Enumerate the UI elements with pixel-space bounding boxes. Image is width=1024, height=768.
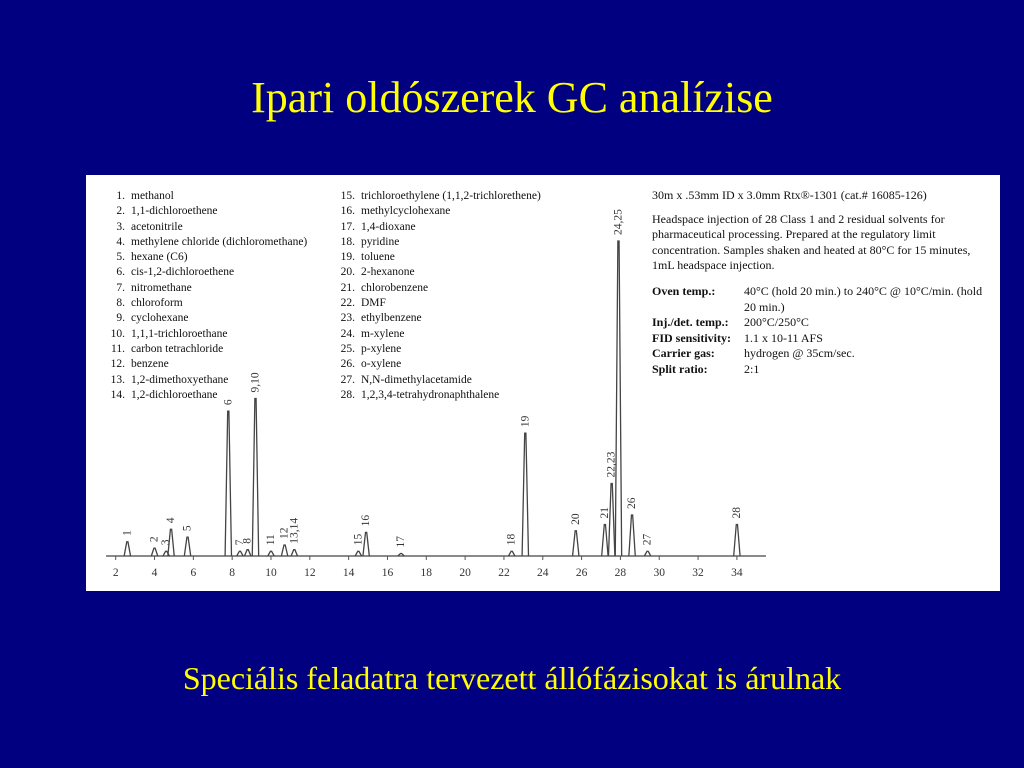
legend-number: 10. [110, 327, 125, 340]
legend-entry [104, 265, 307, 280]
slide-subtitle: Speciális feladatra tervezett állófázisokat is árulnak [182, 660, 842, 696]
tick-label: 4 [151, 567, 158, 579]
peak-label: 11 [265, 534, 277, 546]
legend-entry [334, 281, 541, 296]
parameter-row [652, 346, 992, 362]
legend-compound: 1,4-dioxane [361, 220, 416, 233]
peak-label: 22,23 [605, 451, 618, 478]
peak-label: 1 [121, 530, 134, 536]
legend-compound: methylcyclohexane [361, 205, 451, 218]
legend-compound: m-xylene [361, 327, 405, 340]
peak-8 [245, 550, 251, 556]
legend-compound: toluene [361, 251, 395, 264]
peak-label: 13,14 [288, 517, 301, 544]
legend-compound: 1,2,3,4-tetrahydronaphthalene [361, 388, 500, 401]
legend-number: 14. [110, 388, 125, 401]
legend-compound: nitromethane [131, 281, 192, 294]
legend-number: 17. [340, 220, 355, 233]
legend-entry [334, 189, 541, 204]
peak-label: 15 [352, 533, 365, 546]
peak-20 [573, 531, 579, 556]
tick-label: 32 [692, 567, 704, 579]
legend-compound: acetonitrile [131, 220, 183, 233]
peak-28 [734, 525, 740, 557]
legend-compound: methanol [131, 190, 174, 202]
legend-compound: 1,1,1-trichloroethane [131, 327, 228, 340]
legend-entry [104, 250, 307, 265]
parameter-value: hydrogen @ 35cm/sec. [744, 346, 855, 361]
parameter-row [652, 362, 992, 378]
peak-label: 3 [160, 539, 173, 546]
conditions-panel [652, 188, 992, 378]
peak-label: 19 [519, 415, 532, 428]
peak-26 [629, 515, 635, 556]
legend-number: 26. [340, 358, 355, 371]
tick-label: 6 [190, 567, 197, 579]
legend-number: 15. [340, 190, 355, 202]
legend-number: 11. [111, 342, 125, 355]
parameter-value: 200°C/250°C [744, 315, 809, 330]
parameter-list [652, 284, 992, 378]
legend-compound: 1,2-dichloroethane [131, 388, 218, 401]
legend-number: 27. [340, 373, 355, 386]
legend-number: 23. [340, 312, 355, 325]
legend-entry [334, 342, 541, 357]
tick-label: 16 [381, 567, 394, 579]
peak-21 [602, 525, 608, 557]
legend-compound: N,N-dimethylacetamide [361, 373, 472, 386]
peak-label: 7 [233, 539, 246, 546]
legend-entry [104, 327, 307, 342]
legend-compound: cyclohexane [131, 312, 189, 325]
tick-label: 8 [229, 567, 236, 579]
peak-15 [355, 551, 361, 556]
peak-18 [509, 551, 515, 556]
peak-7 [237, 551, 243, 556]
legend-compound: 1,2-dimethoxyethane [131, 373, 229, 386]
legend-compound: p-xylene [361, 342, 402, 355]
column-spec: 30m x .53mm ID x 3.0mm Rtx®-1301 (cat.# 16085-126) [652, 188, 927, 202]
parameter-row [652, 284, 992, 315]
parameter-label: Carrier gas: [652, 346, 715, 361]
legend-compound: benzene [131, 358, 169, 371]
legend-compound: ethylbenzene [361, 312, 422, 325]
peak-2 [151, 548, 157, 556]
peak-label: 9,10 [249, 372, 262, 393]
slide-title: Ipari oldószerek GC analízise [251, 73, 773, 122]
peak-13-14 [291, 550, 297, 556]
legend-entry [334, 311, 541, 326]
peak-9-10 [252, 399, 258, 557]
legend-compound: pyridine [361, 235, 400, 248]
legend-entry [334, 220, 541, 235]
legend-entry [104, 311, 307, 326]
parameter-label: FID sensitivity: [652, 330, 731, 345]
parameter-label: Oven temp.: [652, 283, 716, 298]
legend-number: 21. [340, 281, 355, 294]
peak-27 [644, 551, 650, 556]
tick-label: 14 [342, 567, 355, 579]
legend-number: 19. [340, 251, 355, 264]
legend-number: 2. [116, 205, 125, 218]
tick-label: 34 [731, 567, 743, 579]
tick-label: 22 [498, 567, 510, 579]
tick-label: 20 [459, 567, 471, 579]
legend-number: 3. [116, 220, 125, 233]
legend-compound: methylene chloride (dichloromethane) [131, 235, 308, 248]
tick-label: 18 [420, 567, 433, 579]
legend-number: 28. [340, 388, 355, 401]
legend-entry [104, 204, 307, 219]
peak-legend-column-2 [334, 189, 541, 403]
parameter-row [652, 315, 992, 331]
legend-compound: o-xylene [361, 358, 402, 371]
peak-label: 18 [505, 533, 518, 546]
legend-number: 20. [340, 266, 355, 279]
legend-entry [334, 357, 541, 372]
peak-11 [268, 551, 274, 556]
tick-label: 24 [537, 567, 549, 579]
tick-label: 30 [653, 567, 665, 579]
legend-entry [334, 265, 541, 280]
x-axis [113, 556, 743, 579]
legend-number: 12. [110, 358, 125, 371]
peak-label: 6 [222, 399, 235, 406]
peak-label: 28 [730, 507, 743, 519]
parameter-label: Split ratio: [652, 361, 708, 376]
legend-number: 1. [116, 190, 125, 202]
legend-compound: carbon tetrachloride [131, 342, 224, 355]
parameter-value: 2:1 [744, 361, 760, 376]
legend-entry [334, 296, 541, 311]
legend-number: 7. [116, 281, 125, 294]
legend-number: 5. [116, 251, 125, 264]
legend-compound: trichloroethylene (1,1,2-trichlorethene) [361, 190, 541, 202]
legend-entry [334, 327, 541, 342]
legend-compound: 1,1-dichloroethene [131, 205, 218, 218]
peak-19 [522, 433, 528, 556]
legend-entry [334, 204, 541, 219]
legend-entry [104, 235, 307, 250]
peak-label: 17 [395, 535, 408, 548]
legend-number: 4. [116, 235, 125, 248]
chromatogram-figure [86, 175, 1000, 591]
legend-entry [104, 388, 307, 406]
legend-compound: chloroform [131, 297, 183, 310]
legend-number: 13. [110, 373, 125, 386]
parameter-row [652, 331, 992, 347]
tick-label: 2 [112, 567, 119, 579]
tick-label: 10 [265, 567, 277, 579]
peak-label: 27 [641, 533, 654, 546]
legend-number: 16. [340, 205, 355, 218]
parameter-label: Inj./det. temp.: [652, 315, 729, 330]
tick-label: 12 [304, 567, 316, 579]
peak-label: 26 [626, 497, 639, 510]
legend-entry [104, 342, 307, 357]
peak-12 [281, 545, 287, 556]
legend-entry [334, 373, 541, 388]
peak-1 [124, 542, 130, 556]
tick-label: 26 [575, 567, 588, 579]
peak-label: 24,25 [612, 209, 625, 235]
legend-number: 9. [116, 312, 125, 325]
legend-number: 6. [116, 266, 125, 279]
peak-6 [225, 411, 231, 556]
parameter-value: 40°C (hold 20 min.) to 240°C @ 10°C/min. (hold 20 min.) [744, 283, 983, 314]
legend-entry [334, 235, 541, 250]
peak-label: 16 [360, 514, 373, 527]
legend-number: 25. [340, 342, 355, 355]
peak-label: 12 [278, 527, 291, 539]
legend-compound: cis-1,2-dichloroethene [131, 266, 235, 279]
legend-entry [104, 373, 307, 388]
parameter-value: 1.1 x 10-11 AFS [744, 330, 823, 345]
legend-compound: hexane (C6) [131, 251, 188, 264]
legend-number: 22. [340, 297, 355, 310]
peak-label: 8 [241, 537, 254, 544]
legend-entry [104, 281, 307, 296]
legend-number: 24. [340, 327, 355, 340]
legend-entry [104, 296, 307, 311]
peak-5 [184, 537, 190, 556]
peak-legend-column-1 [104, 189, 308, 406]
peak-label: 5 [181, 525, 194, 532]
legend-compound: DMF [361, 297, 386, 310]
method-description: Headspace injection of 28 Class 1 and 2 residual solvents for pharmaceutical processing. Prepared at the regulatory limit concentration. Samples shaken and heated at 80°C for 15 minutes, 1mL headspace injection. [652, 211, 971, 273]
legend-number: 8. [116, 297, 125, 310]
peak-24-25 [615, 241, 621, 556]
legend-compound: 2-hexanone [361, 266, 415, 279]
legend-compound: chlorobenzene [361, 281, 429, 294]
legend-entry [104, 220, 307, 235]
peak-22-23 [608, 484, 614, 556]
legend-entry [334, 388, 541, 403]
peak-label: 4 [165, 517, 178, 524]
legend-entry [334, 250, 541, 265]
peak-label: 21 [598, 507, 611, 519]
peak-label: 2 [148, 536, 161, 543]
tick-label: 28 [614, 567, 627, 579]
legend-entry [104, 357, 307, 372]
legend-entry [104, 189, 307, 204]
legend-number: 18. [340, 235, 355, 248]
peak-label: 20 [569, 513, 582, 525]
